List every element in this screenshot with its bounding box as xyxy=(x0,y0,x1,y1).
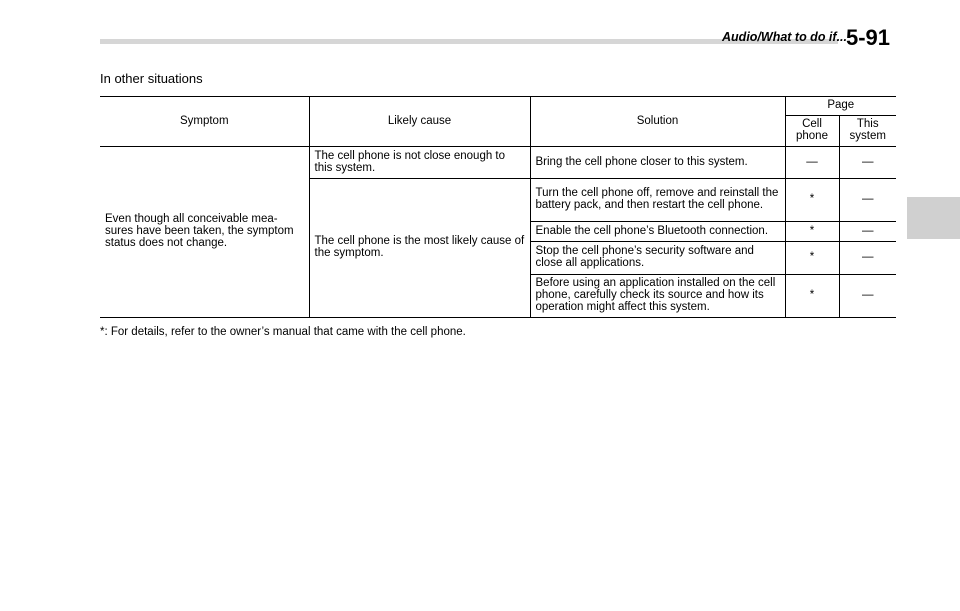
table-row xyxy=(100,147,896,179)
troubleshooting-table xyxy=(100,96,896,318)
this-system-page: — xyxy=(839,147,896,179)
solution-cell: Stop the cell phone’s security software and close all applications. xyxy=(530,242,785,275)
header-likely-cause: Likely cause xyxy=(309,97,530,147)
cell-phone-page: — xyxy=(785,147,839,179)
solution-cell: Bring the cell phone closer to this system. xyxy=(530,147,785,179)
header-symptom: Symptom xyxy=(179,114,229,127)
section-title: Audio/What to do if... xyxy=(722,30,847,44)
symptom-cell: Even though all conceivable mea-sures have been taken, the symptom status does not change. xyxy=(105,213,294,249)
header-solution: Solution xyxy=(530,97,785,147)
header-this-system: This system xyxy=(839,116,896,147)
cell-phone-page: * xyxy=(785,222,839,242)
solution-cell: Before using an application installed on the cell phone, carefully check its source and how its operation might affect this system. xyxy=(530,275,785,318)
solution-cell: Turn the cell phone off, remove and reinstall the battery pack, and then restart the cell phone. xyxy=(530,179,785,222)
chapter-tab xyxy=(907,197,960,239)
this-system-page: — xyxy=(839,275,896,318)
header-page: Page xyxy=(785,97,896,116)
cell-phone-page: * xyxy=(785,242,839,275)
this-system-page: — xyxy=(839,242,896,275)
footnote: *: For details, refer to the owner’s manual that came with the cell phone. xyxy=(100,326,466,338)
cell-phone-page: * xyxy=(785,275,839,318)
section-heading: In other situations xyxy=(100,71,203,86)
cell-phone-page: * xyxy=(785,179,839,222)
cause-cell: The cell phone is the most likely cause of the symptom. xyxy=(309,179,530,318)
page-number: 5-91 xyxy=(846,25,891,50)
this-system-page: — xyxy=(839,179,896,222)
this-system-page: — xyxy=(839,222,896,242)
header-cell-phone: Cell phone xyxy=(785,116,839,147)
solution-cell: Enable the cell phone’s Bluetooth connection. xyxy=(530,222,785,242)
cause-cell: The cell phone is not close enough to this system. xyxy=(309,147,530,179)
